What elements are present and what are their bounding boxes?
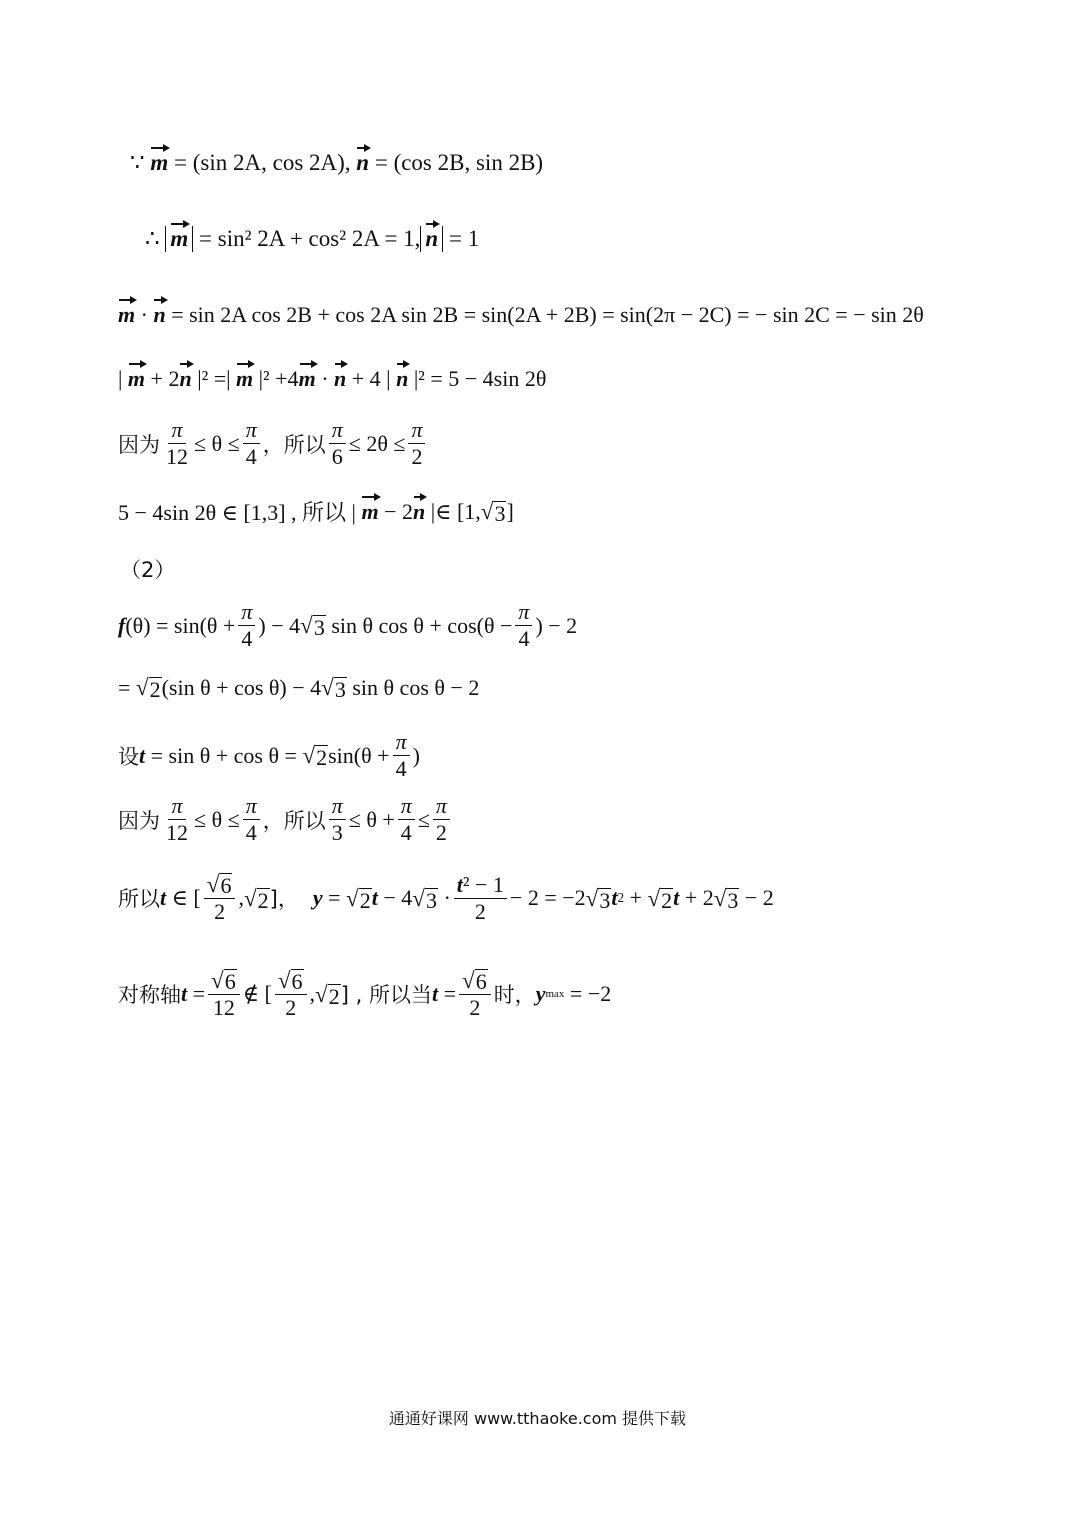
denominator: 6 (331, 444, 343, 470)
denominator: 2 (469, 995, 481, 1021)
function-f: f (118, 612, 126, 638)
denominator: 12 (166, 820, 188, 846)
expression: (θ) = sin(θ + (125, 612, 236, 638)
sqrt-2: √ 2 (302, 742, 328, 771)
denominator: 2 (214, 899, 226, 925)
variable-y: y (312, 885, 323, 911)
sqrt-2: √ 2 (315, 980, 340, 1009)
exponent: 2 (617, 890, 625, 906)
interval-close: ]， (269, 887, 299, 912)
not-in-interval: ∉ [ (242, 981, 272, 1007)
vector-n: n (413, 498, 426, 524)
inequality: ≤ θ ≤ (194, 430, 240, 456)
radicand: 3 (599, 887, 611, 913)
radicand: 3 (425, 887, 437, 913)
numerator: π (243, 418, 260, 444)
numerator: π (393, 730, 410, 756)
fraction-pi-4 (398, 794, 415, 845)
max-subscript: max (545, 988, 565, 1001)
expression: = sin θ + cos θ = (150, 742, 297, 768)
so-text: ，所以 (262, 808, 326, 833)
radicand: 3 (334, 676, 346, 702)
interval-open: ∈ [ (171, 885, 201, 911)
radicand: 6 (291, 969, 303, 995)
variable-t: t (431, 981, 439, 1007)
expression: ) − 2 (535, 612, 578, 638)
dot-product-line (118, 302, 924, 328)
vector-m: m (361, 498, 379, 524)
sqrt-3: √ 3 (480, 498, 506, 526)
set-text: 设 (118, 744, 139, 769)
part-2-label (120, 554, 175, 584)
numerator: π (398, 794, 415, 820)
numerator: π (408, 418, 425, 444)
fraction-sqrt6-12: √ 6 12 (208, 968, 240, 1021)
expression: sin θ cos θ − 2 (352, 674, 480, 700)
variable-t: t (673, 885, 680, 911)
fraction-pi-4 (393, 730, 410, 781)
so-when-text: ] , 所以当 (340, 983, 432, 1008)
so-text: ，所以 (262, 432, 326, 457)
comma: , (238, 885, 244, 911)
vector-m: m (127, 366, 146, 391)
fraction-pi-3 (329, 794, 346, 845)
fraction-pi-12 (163, 418, 191, 469)
variable-t: t (181, 981, 188, 1007)
variable-t: t (139, 742, 146, 768)
sqrt-2: √ 2 (346, 884, 371, 913)
radicand: 3 (727, 887, 739, 913)
norm-squared-line (118, 366, 546, 392)
axis-max-line (118, 968, 611, 1021)
fraction-pi-2 (408, 418, 425, 469)
operator: |² +4 (258, 366, 299, 391)
expression: − 2 (744, 885, 774, 911)
expression: − 2 = −2 (509, 885, 586, 911)
theta-range-line (118, 418, 428, 469)
radicand: 2 (359, 887, 371, 913)
because-symbol: ∵ (130, 150, 145, 175)
operator: − 4 (383, 885, 413, 911)
vector-m: m (170, 226, 189, 251)
fraction-pi-12 (163, 794, 191, 845)
so-text: 所以 (118, 887, 160, 912)
norm-squared-result: |² = 5 − 4sin 2θ (413, 366, 547, 391)
fraction-pi-4 (243, 418, 260, 469)
inequality: ≤ (417, 806, 430, 832)
sqrt-3: √ 3 (321, 674, 346, 702)
fraction-sqrt6-2: √ 6 2 (275, 968, 307, 1021)
magnitude-m-value: = sin² 2A + cos² 2A = 1, (199, 226, 421, 251)
radicand: 2 (257, 887, 269, 913)
given-vectors-line (130, 150, 543, 176)
numerator: π (433, 794, 450, 820)
dot-operator: · (443, 885, 451, 911)
interval-close: ] (506, 498, 514, 524)
radicand: 2 (661, 887, 673, 913)
axis-text: 对称轴 (118, 983, 181, 1008)
fraction-pi-2 (433, 794, 450, 845)
vector-m-components: = (sin 2A, cos 2A), (174, 150, 351, 175)
sqrt-2: √ 2 (135, 674, 161, 702)
radicand: 2 (149, 676, 161, 702)
vector-n: n (396, 366, 409, 391)
radicand: 3 (313, 615, 325, 641)
vector-n: n (356, 150, 370, 175)
denominator: 4 (518, 626, 530, 652)
page-footer: 通通好课网 www.tthaoke.com 提供下载 (388, 1409, 687, 1428)
fraction-pi-4 (238, 600, 255, 651)
dot-product-expansion: = sin 2A cos 2B + cos 2A sin 2B = sin(2A + 2B) = sin(2π − 2C) = − sin 2C = − sin 2θ (171, 302, 924, 327)
simplified-function-line (118, 674, 479, 701)
fraction-pi-4 (515, 600, 532, 651)
dot-operator: · (321, 366, 329, 391)
inequality: ≤ θ ≤ (194, 806, 240, 832)
range-result-line (118, 496, 514, 527)
fraction-pi-6 (329, 418, 346, 469)
radicand: 6 (224, 969, 236, 995)
therefore-symbol: ∴ (145, 226, 160, 251)
quadratic-line (118, 872, 774, 925)
sqrt-3: √ 3 (412, 884, 437, 913)
substitution-line (118, 730, 420, 781)
expression: ) − 4 (258, 612, 301, 638)
variable-y: y (535, 981, 546, 1007)
dot-operator: · (140, 302, 148, 327)
denominator: 2 (474, 898, 486, 924)
denominator: 2 (411, 444, 423, 470)
expression: ) (412, 742, 420, 768)
sqrt-2: √ 2 (243, 884, 269, 913)
denominator: 2 (285, 995, 297, 1021)
expression: (sin θ + cos θ) − 4 (161, 674, 322, 700)
operator: + 2 (684, 885, 714, 911)
operator: |² =| (197, 366, 231, 391)
inequality: ≤ 2θ ≤ (348, 430, 406, 456)
comma: , (309, 981, 316, 1007)
denominator: 4 (395, 756, 407, 782)
vector-n: n (334, 366, 347, 391)
because-text: 因为 (118, 808, 160, 833)
because-text: 因为 (118, 432, 160, 457)
operator: + 2 (150, 366, 180, 391)
variable-t: t (371, 885, 378, 911)
numerator: π (243, 794, 260, 820)
vector-m: m (118, 302, 136, 327)
denominator: 2 (435, 820, 447, 846)
sqrt-2: √ 2 (647, 884, 673, 913)
magnitude-line (145, 226, 479, 252)
operator: + 4 | (351, 366, 391, 391)
max-value: = −2 (569, 981, 612, 1007)
theta-shift-range-line (118, 794, 453, 845)
denominator: 12 (166, 444, 188, 470)
sqrt-3: √ 3 (713, 884, 739, 913)
equals: = (443, 981, 456, 1007)
interval-open: |∈ [1, (430, 498, 481, 524)
vector-n-components: = (cos 2B, sin 2B) (374, 150, 544, 175)
expression: sin(θ + (328, 742, 390, 768)
magnitude-n-value: = 1 (448, 226, 480, 251)
denominator: 4 (245, 820, 257, 846)
equals: = (118, 674, 131, 700)
fraction-sqrt6-2: √ 6 2 (204, 872, 236, 925)
denominator: 4 (400, 820, 412, 846)
range-text: 5 − 4sin 2θ ∈ [1,3] , 所以 | (118, 500, 356, 525)
inequality: ≤ θ + (348, 806, 395, 832)
vector-m: m (236, 366, 254, 391)
variable-t: t (160, 885, 167, 911)
numerator: π (329, 418, 346, 444)
operator: + (629, 885, 642, 911)
numerator: π (238, 600, 255, 626)
variable-t: t (456, 871, 463, 897)
abs-bar: | (118, 366, 123, 391)
equals: = (192, 981, 206, 1007)
denominator: 12 (212, 995, 235, 1021)
radicand: 6 (220, 873, 232, 899)
abs-m (165, 226, 193, 252)
vector-n: n (425, 226, 439, 251)
denominator: 4 (245, 444, 257, 470)
numerator-rest: ² − 1 (462, 871, 504, 897)
vector-m: m (298, 366, 316, 391)
equals: = (328, 885, 341, 911)
radicand: 2 (328, 983, 340, 1009)
denominator: 3 (331, 820, 343, 846)
vector-n: n (153, 302, 166, 327)
numerator: π (168, 794, 185, 820)
when-text: 时， (493, 983, 536, 1008)
sqrt-3: √ 3 (300, 612, 325, 641)
expression: sin θ cos θ + cos(θ − (331, 612, 513, 638)
fraction-pi-4 (243, 794, 260, 845)
sqrt-3: √ 3 (585, 884, 611, 913)
numerator: π (329, 794, 346, 820)
radicand: 6 (475, 969, 487, 995)
vector-m: m (150, 150, 169, 175)
denominator: 4 (241, 626, 253, 652)
numerator: π (168, 418, 185, 444)
abs-n (420, 226, 443, 252)
fraction-t2-minus-1-over-2 (454, 873, 507, 924)
variable-t: t (611, 885, 618, 911)
numerator: π (515, 600, 532, 626)
fraction-sqrt6-2: √ 6 2 (459, 968, 491, 1021)
vector-n: n (179, 366, 192, 391)
radicand: 3 (494, 500, 506, 526)
radicand: 2 (316, 745, 328, 771)
operator: − 2 (384, 498, 414, 524)
function-definition-line (118, 600, 577, 651)
part-number: （2） (120, 558, 176, 582)
